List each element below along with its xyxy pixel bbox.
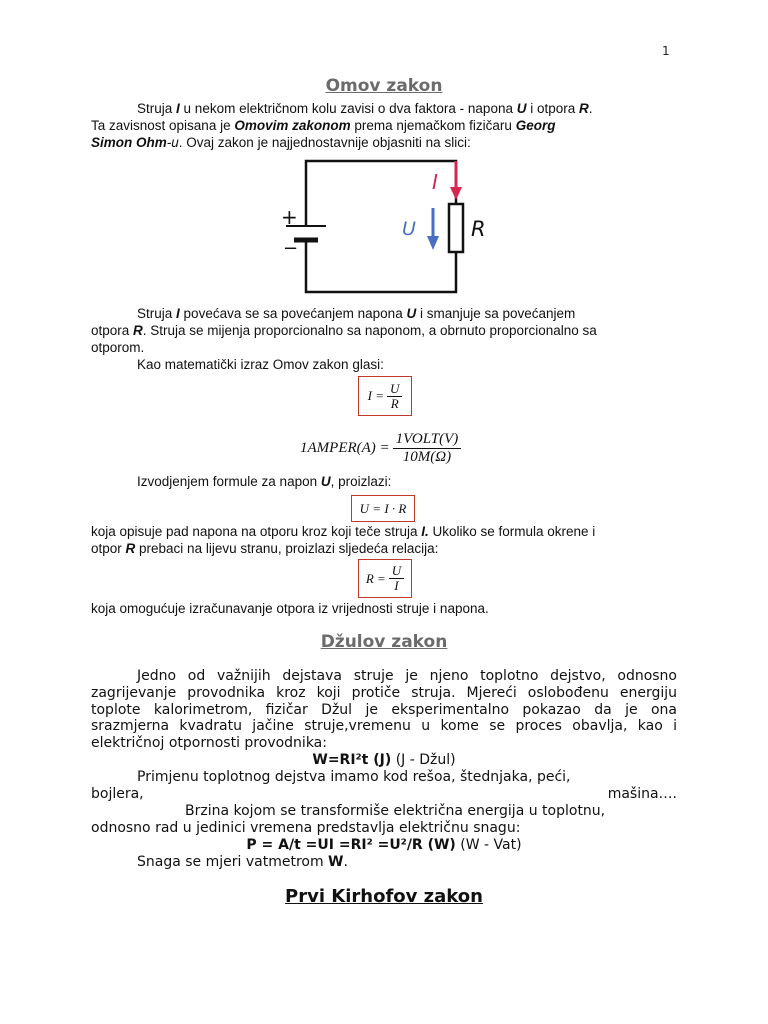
voltage-arrow-icon [427,236,439,250]
formula-ohm-current: I = $\frac{U}{R}$ [358,376,412,416]
omov-paragraph-1: Struja I u nekom električnom kolu zavisi o dva faktora - napona U i otpora R. Ta zavisnost opisana je Omovim zakonom prema njemačkom fizičaru Georg Simon Ohm-u. Ovaj zakon je najjednostavnije objasniti na slici: [91,101,593,150]
current-arrow-icon [450,187,462,200]
section-title-omov: Omov zakon [325,76,443,96]
battery-minus-label: − [283,238,299,259]
formula-voltage: U = I · R [351,495,415,522]
current-label: I [432,170,438,194]
dzul-paragraph-2-line-2: bojlera, mašina…. [91,786,677,802]
omov-paragraph-5: koja opisuje pad napona na otporu kroz koji teče struja I. Ukoliko se formula okrene i otpor R prebaci na lijevu stranu, proizlazi sljedeća relacija: [91,524,596,556]
omov-paragraph-2: Struja I povećava se sa povećanjem napona U i smanjuje sa povećanjem otpora R. Struja se mijenja proporcionalno sa naponom, a obrnuto proporcionalno sa otporom. [91,306,597,355]
formula-ampere-definition: 1AMPER(A) = $\frac{\text{1VOLT(V)}}{10M(\Omega)}$ [300,428,461,468]
dzul-formula-energy: W=RI²t (J) (J - Džul) [312,752,456,768]
section-title-kirhof: Prvi Kirhofov zakon [285,886,483,907]
dzul-paragraph-4: Snaga se mjeri vatmetrom W. [137,854,348,870]
omov-paragraph-3: Kao matematički izraz Omov zakon glasi: [137,357,384,372]
voltage-label: U [402,218,416,240]
dzul-paragraph-3: Brzina kojom se transformiše električna energija u toplotnu, odnosno rad u jedinici vremena predstavlja električnu snagu: [91,803,606,836]
omov-paragraph-6: koja omogućuje izračunavanje otpora iz vrijednosti struje i napona. [91,601,489,616]
formula-resistance: R = $\frac{U}{I}$ [358,559,412,598]
dzul-paragraph-2: Primjenu toplotnog dejstva imamo kod rešoa, štednjaka, peći, [137,769,571,785]
resistor-label: R [471,217,486,241]
section-title-dzul: Džulov zakon [320,632,448,652]
omov-paragraph-4: Izvodjenjem formule za napon U, proizlazi: [137,474,392,489]
page-number: 1 [662,44,670,58]
battery-plus-label: + [281,205,298,229]
dzul-formula-power: P = A/t =UI =RI² =U²/R (W) (W - Vat) [246,837,522,853]
circuit-diagram [270,156,500,298]
dzul-paragraph-1: Jedno od važnijih dejstava struje je njeno toplotno dejstvo, odnosno zagrijevanje provodnika kroz koji protiče struja. Mjereći oslobođenu energiju toplote kalorimetrom, fizičar Džul je eksperimentalno pokazao da je ona srazmjerna kvadratu jačine struje,vremenu u kome se proces obavlja, kao i električnoj otpornosti provodnika: [91,668,677,752]
